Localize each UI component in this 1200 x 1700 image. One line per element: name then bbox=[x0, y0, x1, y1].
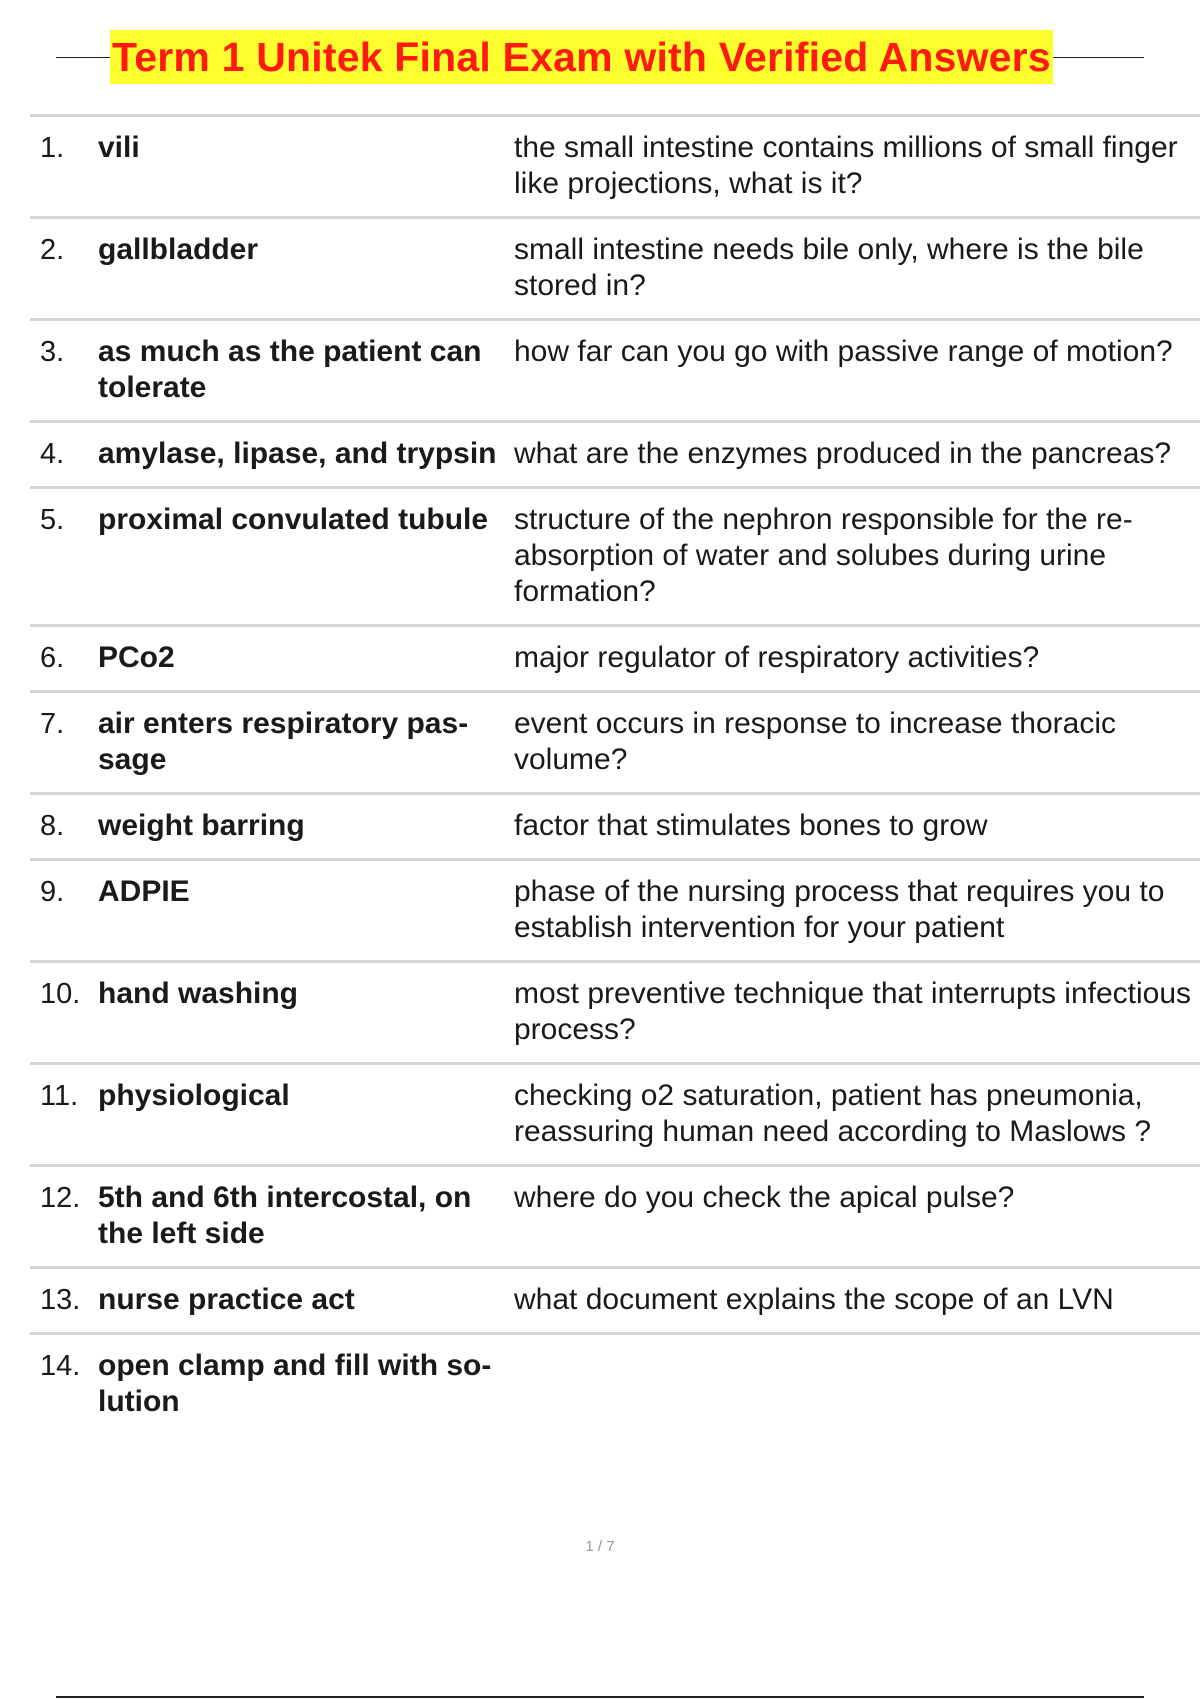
table-row bbox=[30, 792, 1200, 858]
item-number: 12. bbox=[40, 1182, 81, 1214]
answer-text: physiological bbox=[98, 1079, 290, 1112]
question-text: how far can you go with passive range of motion? bbox=[514, 335, 1173, 368]
item-number: 14. bbox=[40, 1350, 81, 1382]
item-number: 11. bbox=[40, 1080, 79, 1112]
item-number: 13. bbox=[40, 1284, 81, 1316]
question-text: most preventive technique that interrupts infectious process? bbox=[514, 977, 1192, 1046]
question-text: structure of the nephron responsible for the reabsorption of water and solubes during urine formation? bbox=[514, 503, 1133, 608]
question-text: checking o2 saturation, patient has pneumonia, reassuring human need according to Maslows ? bbox=[514, 1079, 1152, 1148]
question-text: the small intestine contains millions of small finger like projections, what is it? bbox=[514, 131, 1178, 200]
answer-text: hand washing bbox=[98, 977, 299, 1010]
question-text: event occurs in response to increase thoracic volume? bbox=[514, 707, 1116, 776]
answer-text: as much as the patient can tolerate bbox=[98, 335, 482, 404]
question-text: phase of the nursing process that requires you to establish intervention for your patient bbox=[514, 875, 1165, 944]
question-text: what are the enzymes produced in the pancreas? bbox=[514, 437, 1172, 470]
table-row bbox=[30, 114, 1200, 216]
table-row bbox=[30, 1266, 1200, 1332]
item-number: 8. bbox=[40, 810, 65, 842]
answer-text: 5th and 6th intercostal, on the left side bbox=[98, 1181, 472, 1250]
answer-text: air enters respiratory passage bbox=[98, 707, 469, 776]
item-number: 5. bbox=[40, 504, 65, 536]
page-title: Term 1 Unitek Final Exam with Verified Answers bbox=[110, 30, 1053, 84]
answer-text: PCo2 bbox=[98, 641, 175, 674]
answer-text: ADPIE bbox=[98, 875, 190, 908]
table-row bbox=[30, 420, 1200, 486]
page-indicator: 1 / 7 bbox=[585, 1538, 615, 1555]
table-row bbox=[30, 624, 1200, 690]
item-number: 4. bbox=[40, 438, 65, 470]
table-row bbox=[30, 960, 1200, 1062]
question-text: major regulator of respiratory activities? bbox=[514, 641, 1040, 674]
table-row bbox=[30, 858, 1200, 960]
question-text bbox=[514, 1348, 1200, 1420]
question-text: where do you check the apical pulse? bbox=[514, 1181, 1015, 1214]
item-number: 9. bbox=[40, 876, 65, 908]
title-row bbox=[56, 30, 1144, 84]
table-row bbox=[30, 1164, 1200, 1266]
item-number: 6. bbox=[40, 642, 65, 674]
item-number: 7. bbox=[40, 708, 65, 740]
table-row bbox=[30, 318, 1200, 420]
table-row bbox=[30, 486, 1200, 624]
table-row bbox=[30, 1062, 1200, 1164]
answer-text: vili bbox=[98, 131, 140, 164]
answer-text: weight barring bbox=[98, 809, 305, 842]
item-number: 3. bbox=[40, 336, 65, 368]
answer-text: nurse practice act bbox=[98, 1283, 355, 1316]
bottom-rule bbox=[56, 1696, 1144, 1698]
answer-text: amylase, lipase, and trypsin bbox=[98, 437, 497, 470]
question-text: factor that stimulates bones to grow bbox=[514, 809, 988, 842]
question-text: what document explains the scope of an LVN bbox=[514, 1283, 1114, 1316]
item-number: 1. bbox=[40, 132, 65, 164]
answer-text: proximal convulated tubule bbox=[98, 503, 489, 536]
table-row bbox=[30, 690, 1200, 792]
question-text: small intestine needs bile only, where is the bile stored in? bbox=[514, 233, 1144, 302]
answer-text: gallbladder bbox=[98, 233, 259, 266]
item-number: 10. bbox=[40, 978, 81, 1010]
qa-table bbox=[30, 114, 1200, 1434]
answer-text: open clamp and fill with solution bbox=[98, 1349, 492, 1418]
table-row bbox=[30, 216, 1200, 318]
item-number: 2. bbox=[40, 234, 65, 266]
table-row bbox=[30, 1332, 1200, 1434]
